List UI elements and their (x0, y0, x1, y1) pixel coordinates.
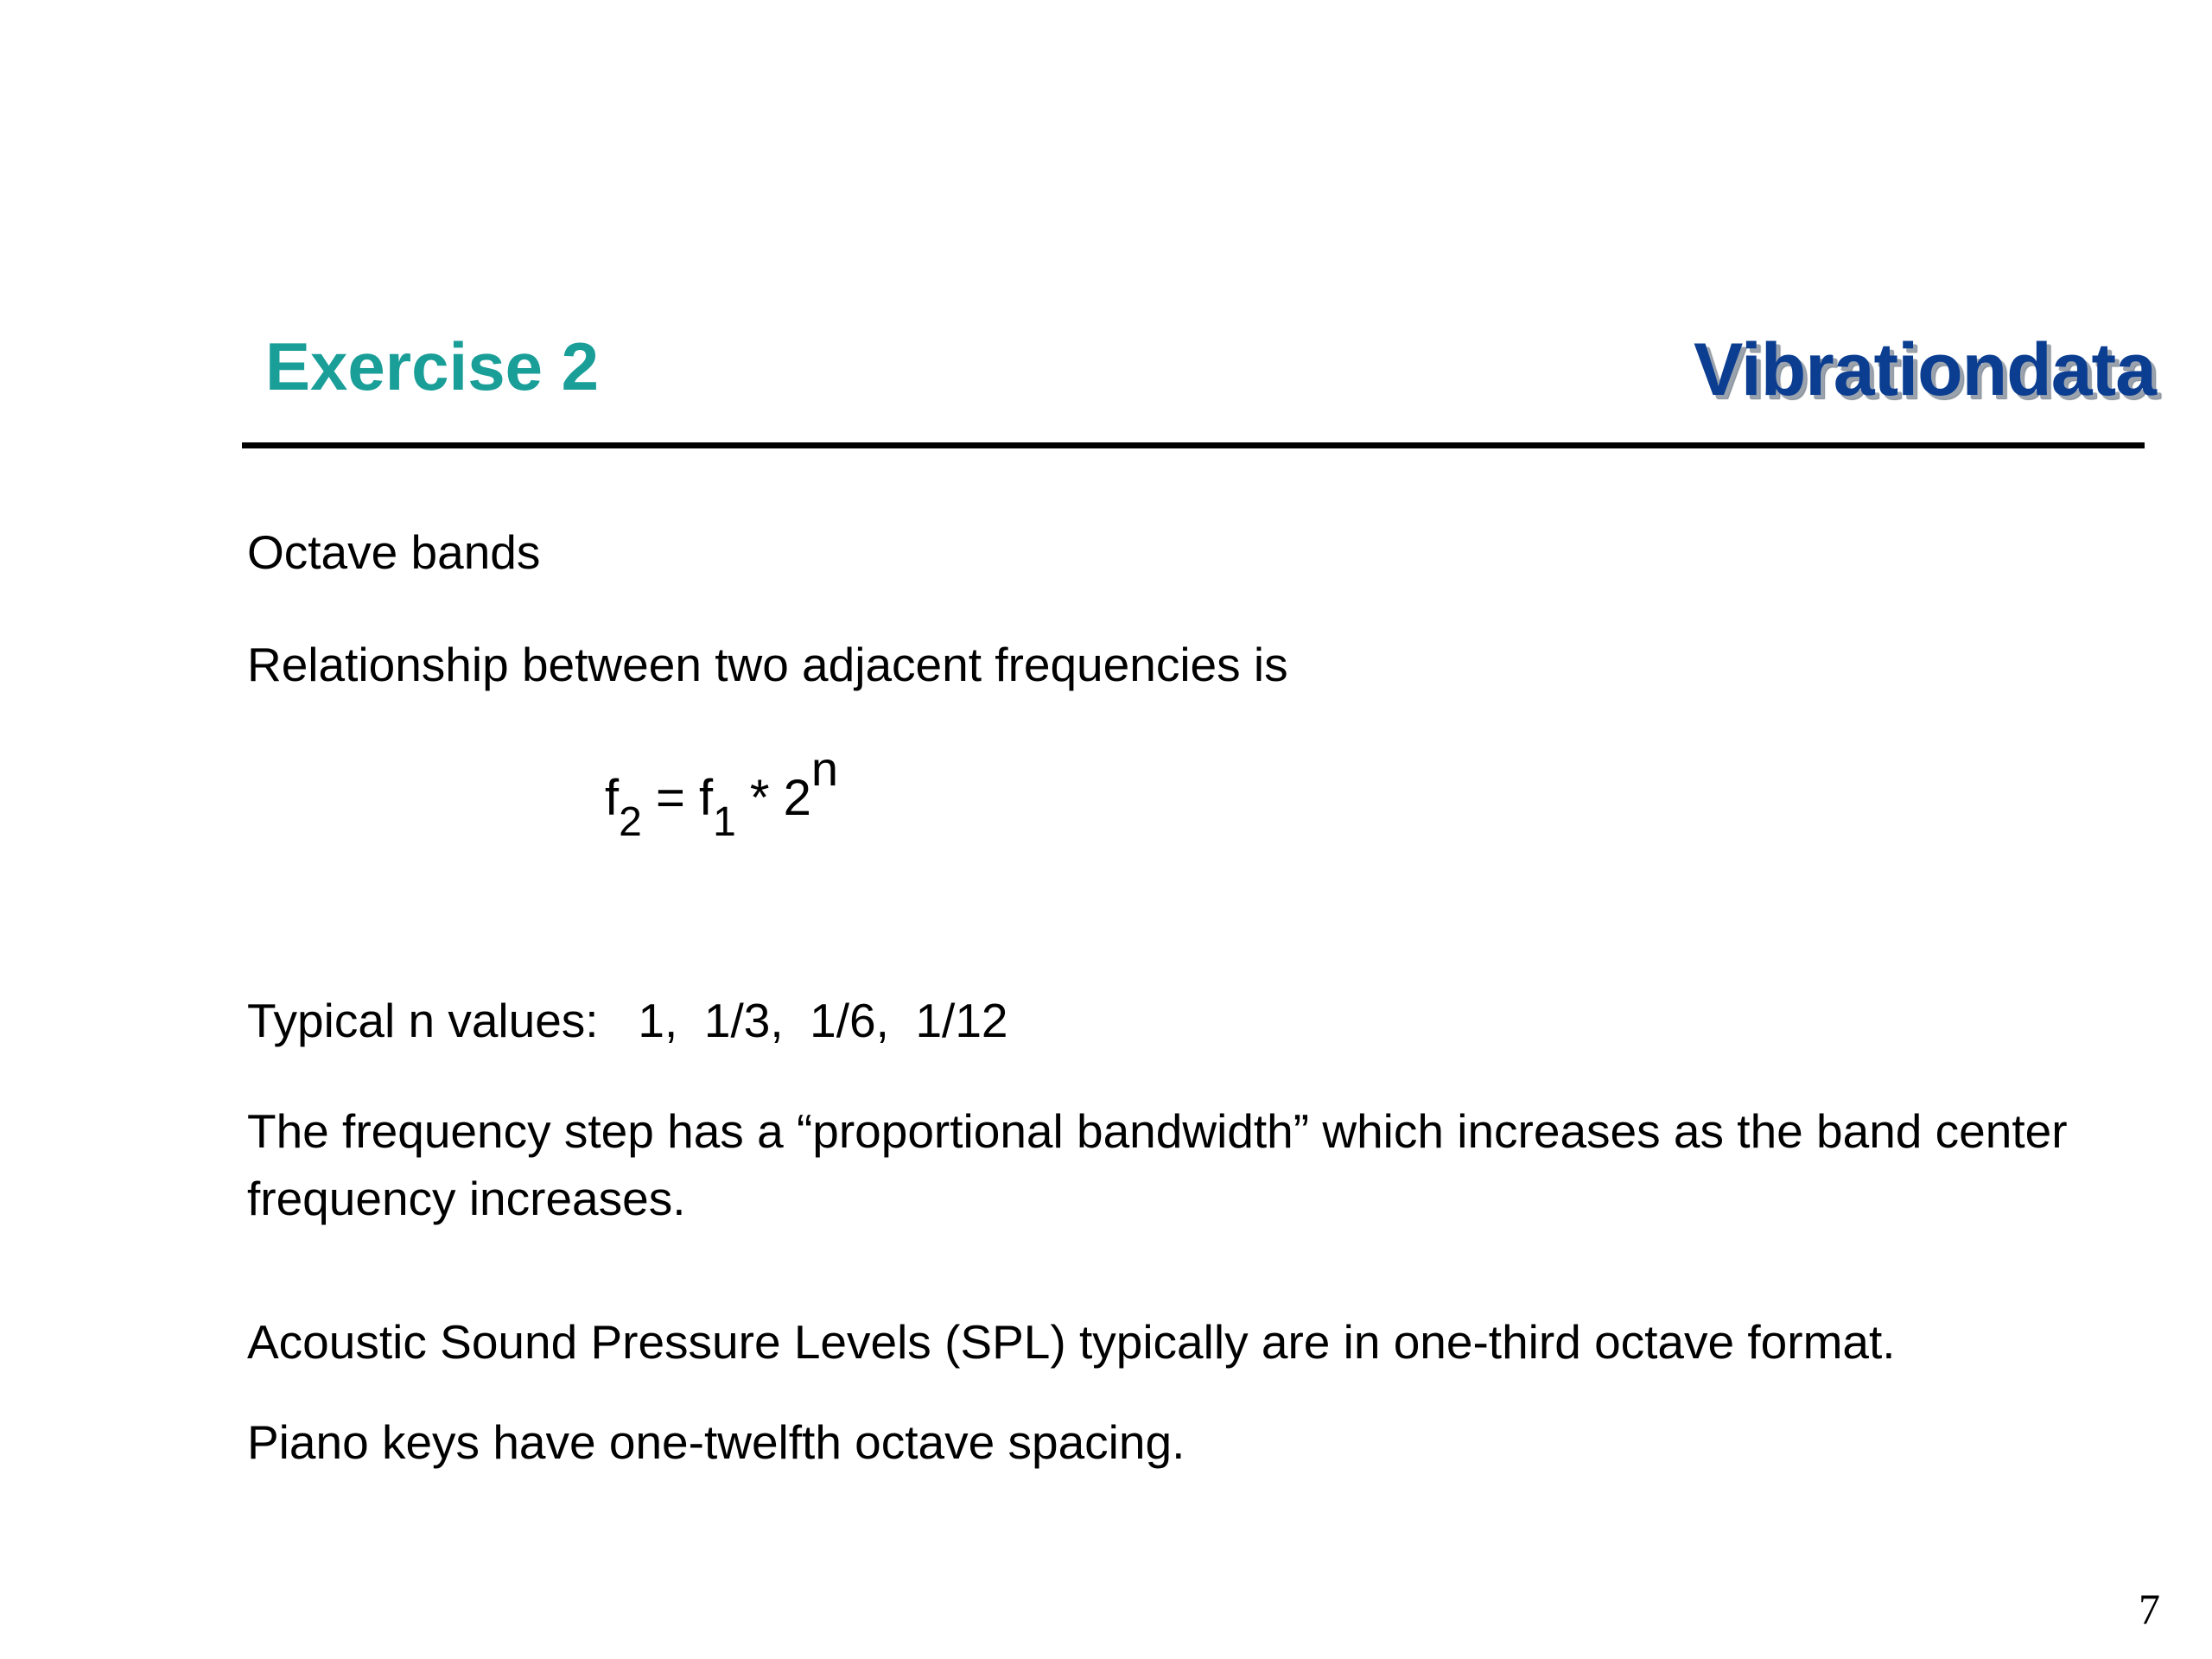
slide-title: Exercise 2 (265, 328, 600, 404)
octave-bands-heading: Octave bands (247, 525, 541, 579)
formula-f2: f (605, 770, 620, 826)
typical-n-values: Typical n values: 1, 1/3, 1/6, 1/12 (247, 994, 1008, 1047)
header-divider (242, 442, 2145, 448)
spl-text: Acoustic Sound Pressure Levels (SPL) typically are in one-third octave format. (247, 1315, 1896, 1369)
formula-f2-subscript: 2 (619, 799, 642, 845)
formula-times-two: * 2 (735, 770, 811, 826)
octave-formula (605, 741, 838, 845)
formula-equals: = (641, 770, 699, 826)
page-number: 7 (2139, 1585, 2160, 1633)
piano-text: Piano keys have one-twelfth octave spacing. (247, 1415, 1185, 1469)
formula-exponent: n (810, 741, 838, 796)
formula-f1-subscript: 1 (713, 799, 736, 845)
formula-f1: f (698, 770, 714, 826)
proportional-bandwidth-text: The frequency step has a “proportional bandwidth” which increases as the band center frequency increases. (247, 1104, 2068, 1225)
brand-logo: Vibrationdata (1694, 328, 2156, 411)
relationship-text: Relationship between two adjacent frequencies is (247, 638, 1288, 691)
